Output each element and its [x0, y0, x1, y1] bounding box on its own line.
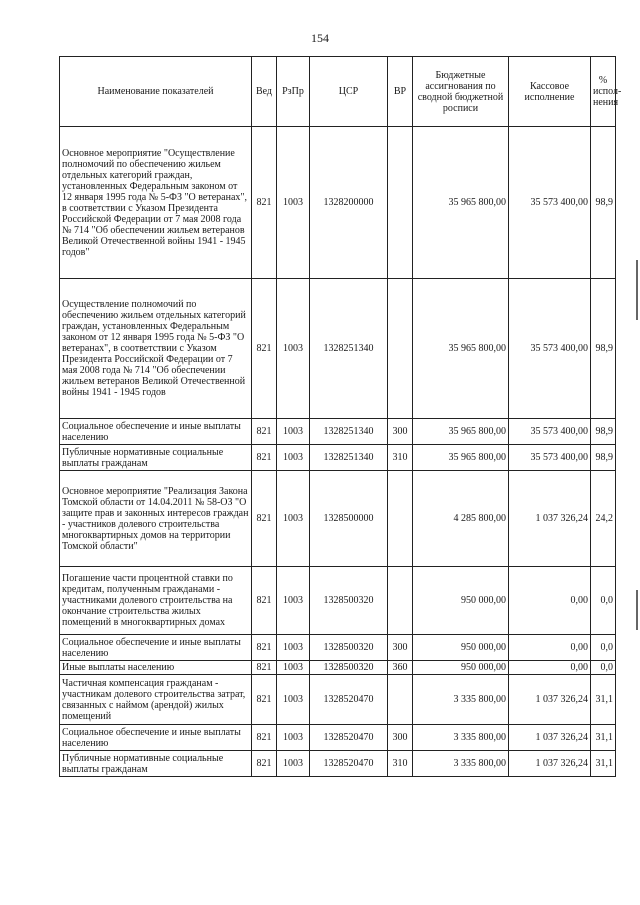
cell-cash: 0,00	[509, 567, 591, 635]
cell-cash: 0,00	[509, 661, 591, 675]
cell-budget: 35 965 800,00	[413, 279, 509, 419]
cell-cash: 1 037 326,24	[509, 675, 591, 725]
cell-csr: 1328500320	[310, 567, 388, 635]
cell-vr	[388, 127, 413, 279]
cell-budget: 950 000,00	[413, 567, 509, 635]
cell-ved: 821	[252, 471, 277, 567]
cell-rzpr: 1003	[277, 725, 310, 751]
cell-rzpr: 1003	[277, 751, 310, 777]
cell-cash: 1 037 326,24	[509, 751, 591, 777]
cell-ved: 821	[252, 751, 277, 777]
cell-ved: 821	[252, 675, 277, 725]
cell-ved: 821	[252, 725, 277, 751]
header-rzpr: РзПр	[277, 57, 310, 127]
cell-budget: 3 335 800,00	[413, 725, 509, 751]
cell-name: Публичные нормативные социальные выплаты гражданам	[60, 751, 252, 777]
cell-name: Социальное обеспечение и иные выплаты населению	[60, 419, 252, 445]
cell-vr: 300	[388, 419, 413, 445]
cell-percent: 98,9	[591, 445, 616, 471]
cell-budget: 35 965 800,00	[413, 445, 509, 471]
cell-percent: 98,9	[591, 419, 616, 445]
cell-budget: 3 335 800,00	[413, 751, 509, 777]
cell-percent: 24,2	[591, 471, 616, 567]
cell-percent: 31,1	[591, 725, 616, 751]
table-row	[60, 661, 616, 675]
cell-percent: 98,9	[591, 279, 616, 419]
cell-name: Социальное обеспечение и иные выплаты населению	[60, 725, 252, 751]
cell-percent: 0,0	[591, 635, 616, 661]
table-row	[60, 751, 616, 777]
cell-ved: 821	[252, 127, 277, 279]
cell-budget: 35 965 800,00	[413, 419, 509, 445]
cell-name: Основное мероприятие "Реализация Закона Томской области от 14.04.2011 № 58-ОЗ "О защите прав и законных интересов граждан - участников долевого строительства многоквартирных домов на территории Томской области"	[60, 471, 252, 567]
cell-rzpr: 1003	[277, 567, 310, 635]
cell-name: Социальное обеспечение и иные выплаты населению	[60, 635, 252, 661]
cell-csr: 1328520470	[310, 725, 388, 751]
cell-rzpr: 1003	[277, 445, 310, 471]
table-row	[60, 725, 616, 751]
cell-name: Основное мероприятие "Осуществление полномочий по обеспечению жильем отдельных категорий граждан, установленных Федеральным законом от 12 января 1995 года № 5-ФЗ "О ветеранах", в соответствии с Указом Президента Российской Федерации от 7 мая 2008 года № 714 "Об обеспечении жильем ветеранов Великой Отечественной войны 1941 - 1945 годов"	[60, 127, 252, 279]
cell-rzpr: 1003	[277, 279, 310, 419]
cell-percent: 98,9	[591, 127, 616, 279]
table-row	[60, 445, 616, 471]
cell-csr: 1328200000	[310, 127, 388, 279]
cell-cash: 35 573 400,00	[509, 445, 591, 471]
cell-ved: 821	[252, 635, 277, 661]
header-cash: Кассовое исполнение	[509, 57, 591, 127]
cell-vr: 360	[388, 661, 413, 675]
cell-vr: 310	[388, 751, 413, 777]
cell-vr	[388, 675, 413, 725]
cell-rzpr: 1003	[277, 471, 310, 567]
cell-name: Погашение части процентной ставки по кредитам, полученным гражданами - участниками долевого строительства на окончание строительства жилых помещений в многоквартирных домах	[60, 567, 252, 635]
cell-vr: 310	[388, 445, 413, 471]
page-number: 154	[311, 31, 329, 45]
cell-budget: 35 965 800,00	[413, 127, 509, 279]
cell-cash: 1 037 326,24	[509, 725, 591, 751]
scan-edge-mark	[636, 260, 638, 320]
table-row	[60, 567, 616, 635]
cell-cash: 35 573 400,00	[509, 419, 591, 445]
scan-edge-mark	[636, 590, 638, 630]
cell-ved: 821	[252, 279, 277, 419]
table-row	[60, 419, 616, 445]
cell-rzpr: 1003	[277, 127, 310, 279]
header-row	[60, 57, 616, 127]
cell-cash: 0,00	[509, 635, 591, 661]
cell-csr: 1328251340	[310, 279, 388, 419]
cell-name: Осуществление полномочий по обеспечению жильем отдельных категорий граждан, установленных Федеральным законом от 12 января 1995 года № 5-ФЗ "О ветеранах", в соответствии с Указом Президента Российской Федерации от 7 мая 2008 года № 714 "Об обеспечении жильем ветеранов Великой Отечественной войны 1941 - 1945 годов	[60, 279, 252, 419]
cell-ved: 821	[252, 567, 277, 635]
table-row	[60, 675, 616, 725]
header-percent: % испол-нения	[591, 57, 616, 127]
cell-rzpr: 1003	[277, 661, 310, 675]
cell-cash: 1 037 326,24	[509, 471, 591, 567]
cell-cash: 35 573 400,00	[509, 279, 591, 419]
cell-csr: 1328520470	[310, 675, 388, 725]
cell-budget: 4 285 800,00	[413, 471, 509, 567]
cell-vr	[388, 471, 413, 567]
table-row	[60, 127, 616, 279]
header-csr: ЦСР	[310, 57, 388, 127]
cell-rzpr: 1003	[277, 419, 310, 445]
header-name: Наименование показателей	[60, 57, 252, 127]
cell-budget: 3 335 800,00	[413, 675, 509, 725]
cell-csr: 1328500320	[310, 661, 388, 675]
cell-rzpr: 1003	[277, 675, 310, 725]
cell-ved: 821	[252, 419, 277, 445]
cell-name: Публичные нормативные социальные выплаты гражданам	[60, 445, 252, 471]
table-row	[60, 635, 616, 661]
cell-csr: 1328500320	[310, 635, 388, 661]
cell-name: Частичная компенсация гражданам - участникам долевого строительства затрат, связанных с наймом (арендой) жилых помещений	[60, 675, 252, 725]
table-row	[60, 471, 616, 567]
cell-csr: 1328251340	[310, 419, 388, 445]
table-row	[60, 279, 616, 419]
cell-percent: 0,0	[591, 567, 616, 635]
cell-percent: 31,1	[591, 751, 616, 777]
budget-table	[59, 56, 622, 777]
cell-vr: 300	[388, 725, 413, 751]
cell-vr	[388, 567, 413, 635]
cell-csr: 1328251340	[310, 445, 388, 471]
header-ved: Вед	[252, 57, 277, 127]
cell-percent: 31,1	[591, 675, 616, 725]
cell-ved: 821	[252, 661, 277, 675]
cell-csr: 1328520470	[310, 751, 388, 777]
cell-vr: 300	[388, 635, 413, 661]
cell-rzpr: 1003	[277, 635, 310, 661]
cell-percent: 0,0	[591, 661, 616, 675]
cell-vr	[388, 279, 413, 419]
header-budget: Бюджетные ассигнования по сводной бюджетной росписи	[413, 57, 509, 127]
header-vr: ВР	[388, 57, 413, 127]
cell-cash: 35 573 400,00	[509, 127, 591, 279]
cell-name: Иные выплаты населению	[60, 661, 252, 675]
cell-ved: 821	[252, 445, 277, 471]
cell-csr: 1328500000	[310, 471, 388, 567]
cell-budget: 950 000,00	[413, 661, 509, 675]
cell-budget: 950 000,00	[413, 635, 509, 661]
